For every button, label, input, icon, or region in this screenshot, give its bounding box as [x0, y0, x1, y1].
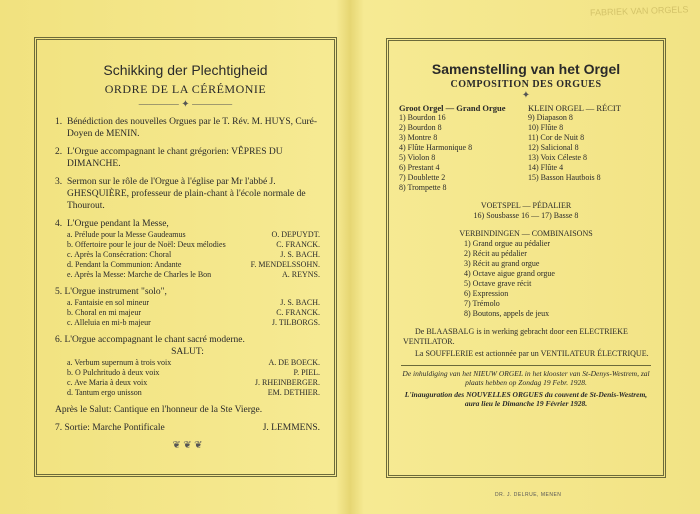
inauguration-fr: L'inauguration des NOUVELLES ORGUES du couvent de St-Denis-Westrem, aura lieu le Dimanche 19 Février 1928.	[404, 390, 648, 408]
left-footer-ornament: ❦ ❦ ❦	[172, 440, 203, 451]
item-2: 2. L'Orgue accompagnant le chant grégorien: VÊPRES DU DIMANCHE.	[55, 147, 283, 169]
item-1: 1. Bénédiction des nouvelles Orgues par le T. Rév. M. HUYS, Curé-Doyen de MENIN.	[55, 117, 318, 139]
after-salut: Après le Salut: Cantique en l'honneur de la Ste Vierge.	[55, 405, 263, 415]
left-program	[37, 116, 334, 451]
printer-credit: DR. J. DELRUE, MENEN	[495, 492, 562, 498]
right-title: Samenstelling van het Orgel	[431, 61, 621, 77]
left-panel	[34, 37, 337, 477]
faded-stamp: FABRIEK VAN ORGELS	[589, 4, 689, 18]
right-subtitle: COMPOSITION DES ORGUES	[450, 79, 602, 90]
item-6: 6. L'Orgue accompagnant le chant sacré moderne.	[55, 335, 245, 345]
left-subtitle: ORDRE DE LA CÉRÉMONIE	[104, 82, 267, 96]
klein-orgel: KLEIN ORGEL — RÉCIT 9) Diapason 8 10) Flûte 8 11) Cor de Nuit 8 12) Salicional 8 13) Voix Céleste 8 14) Flûte 4 15) Basson Hautbois 8	[528, 103, 621, 182]
item-5: 5. L'Orgue instrument "solo",	[55, 287, 167, 297]
soufflerie-note: La SOUFFLERIE est actionnée par un VENTILATEUR ÉLECTRIQUE.	[415, 349, 649, 358]
pedalier-heading: VOETSPEL — PÉDALIER	[480, 201, 572, 210]
right-ornament: ✦	[521, 90, 531, 101]
item-7: 7. Sortie: Marche Pontificale J. LEMMENS.	[55, 423, 320, 433]
blaasbalg-note: De BLAASBALG is in werking gebracht door een ELECTRIEKE VENTILATOR.	[403, 327, 628, 346]
right-panel	[386, 38, 666, 478]
divider	[401, 365, 651, 366]
item-3: 3. Sermon sur le rôle de l'Orgue à l'église par Mr l'abbé J. GHESQUIÈRE, professeur de plain-chant à l'école normale de Thourout.	[55, 177, 306, 211]
messe-list: a. Prélude pour la Messe Gaudeamus O. DEPUYDT. b. Offertoire pour le jour de Noël: Deux mélodies C. FRANCK. c. Après la Consécration: Choral J. S. BACH. d. Pendant la Communion: Andante F. MENDELSSOHN. e. Après la Messe: Marche de Charles le Bon A. REYNS.	[67, 230, 320, 279]
item-4: 4. L'Orgue pendant la Messe,	[55, 219, 169, 229]
left-ornament: ———— ✦ ————	[138, 99, 233, 110]
inauguration-nl: De inhuldiging van het NIEUW ORGEL in het klooster van St-Denys-Westrem, zal plaats hebben op Zondag 19 Febr. 1928.	[402, 369, 650, 387]
groot-orgel: Groot Orgel — Grand Orgue 1) Bourdon 16 2) Bourdon 8 3) Montre 8 4) Flûte Harmonique 8 5) Violon 8 6) Prestant 4 7) Doublette 2 8) Trompette 8	[399, 103, 506, 192]
pedalier-stops: 16) Sousbasse 16 — 17) Basse 8	[473, 211, 579, 220]
salut-list: a. Verbum supernum à trois voix A. DE BOECK. b. O Pulchritudo à deux voix P. PIEL. c. Ave Maria à deux voix J. RHEINBERGER. d. Tantum ergo unisson EM. DETHIER.	[67, 358, 320, 397]
combinaisons-list: 1) Grand orgue au pédalier 2) Récit au pédalier 3) Récit au grand orgue 4) Octave aigue grand orgue 5) Octave grave récit 6) Expression 7) Trémolo 8) Boutons, appels de jeux	[464, 239, 555, 318]
left-title: Schikking der Plechtigheid	[103, 62, 268, 78]
salut-title: SALUT:	[171, 347, 204, 357]
solo-list: a. Fantaisie en sol mineur J. S. BACH. b. Choral en mi majeur C. FRANCK. c. Alleluia en mi-b majeur J. TILBORGS.	[67, 298, 320, 327]
manuals	[389, 101, 663, 193]
combinaisons-heading: VERBINDINGEN — COMBINAISONS	[459, 229, 593, 238]
